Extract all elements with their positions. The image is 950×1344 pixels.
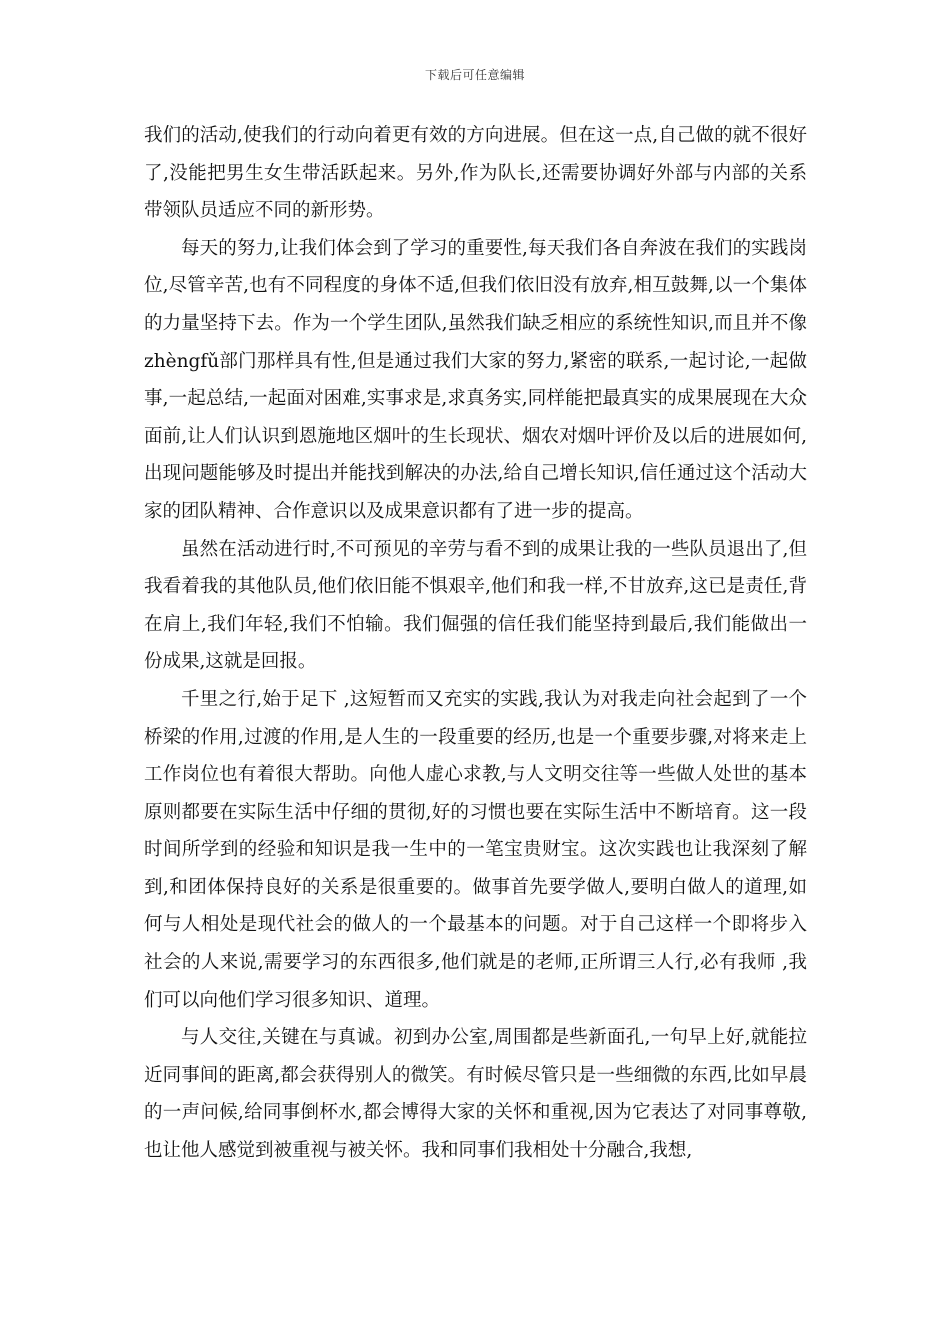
page-header: 下载后可任意编辑 — [424, 68, 525, 82]
document-body — [144, 117, 807, 1170]
paragraph: 与人交往,关键在与真诚。初到办公室,周围都是些新面孔,一句早上好,就能拉近同事间的距离,都会获得别人的微笑。有时候尽管只是一些细微的东西,比如早晨的一声问候,给同事倒杯水,都会博得大家的关怀和重视,因为它表达了对同事尊敬,也让他人感觉到被重视与被关怀。我和同事们我相处十分融合,我想, — [144, 1027, 807, 1162]
paragraph: 每天的努力,让我们体会到了学习的重要性,每天我们各自奔波在我们的实践岗位,尽管辛苦,也有不同程度的身体不适,但我们依旧没有放弃,相互鼓舞,以一个集体的力量坚持下去。作为一个学生团队,虽然我们缺乏相应的系统性知识,而且并不像zhèngfǔ部门那样具有性,但是通过我们大家的努力,紧密的联系,一起讨论,一起做事,一起总结,一起面对困难,实事求是,求真务实,同样能把最真实的成果展现在大众面前,让人们认识到恩施地区烟叶的生长现状、烟农对烟叶评价及以后的进展如何,出现问题能够及时提出并能找到解决的办法,给自己增长知识,信任通过这个活动大家的团队精神、合作意识以及成果意识都有了进一步的提高。 — [144, 237, 807, 522]
paragraph: 千里之行,始于足下 ,这短暂而又充实的实践,我认为对我走向社会起到了一个桥梁的作用,过渡的作用,是人生的一段重要的经历,也是一个重要步骤,对将来走上工作岗位也有着很大帮助。向他人虚心求教,与人文明交往等一些做人处世的基本原则都要在实际生活中仔细的贯彻,好的习惯也要在实际生活中不断培育。这一段时间所学到的经验和知识是我一生中的一笔宝贵财宝。这次实践也让我深刻了解到,和团体保持良好的关系是很重要的。做事首先要学做人,要明白做人的道理,如何与人相处是现代社会的做人的一个最基本的问题。对于自己这样一个即将步入社会的人来说,需要学习的东西很多,他们就是的老师,正所谓三人行,必有我师 ,我们可以向他们学习很多知识、道理。 — [144, 688, 807, 1011]
paragraph: 虽然在活动进行时,不可预见的辛劳与看不到的成果让我的一些队员退出了,但我看着我的其他队员,他们依旧能不惧艰辛,他们和我一样,不甘放弃,这已是责任,背在肩上,我们年轻,我们不怕输。我们倔强的信任我们能坚持到最后,我们能做出一份成果,这就是回报。 — [144, 538, 807, 673]
paragraph-continued: 我们的活动,使我们的行动向着更有效的方向进展。但在这一点,自己做的就不很好了,没能把男生女生带活跃起来。另外,作为队长,还需要协调好外部与内部的关系带领队员适应不同的新形势。 — [144, 125, 807, 222]
